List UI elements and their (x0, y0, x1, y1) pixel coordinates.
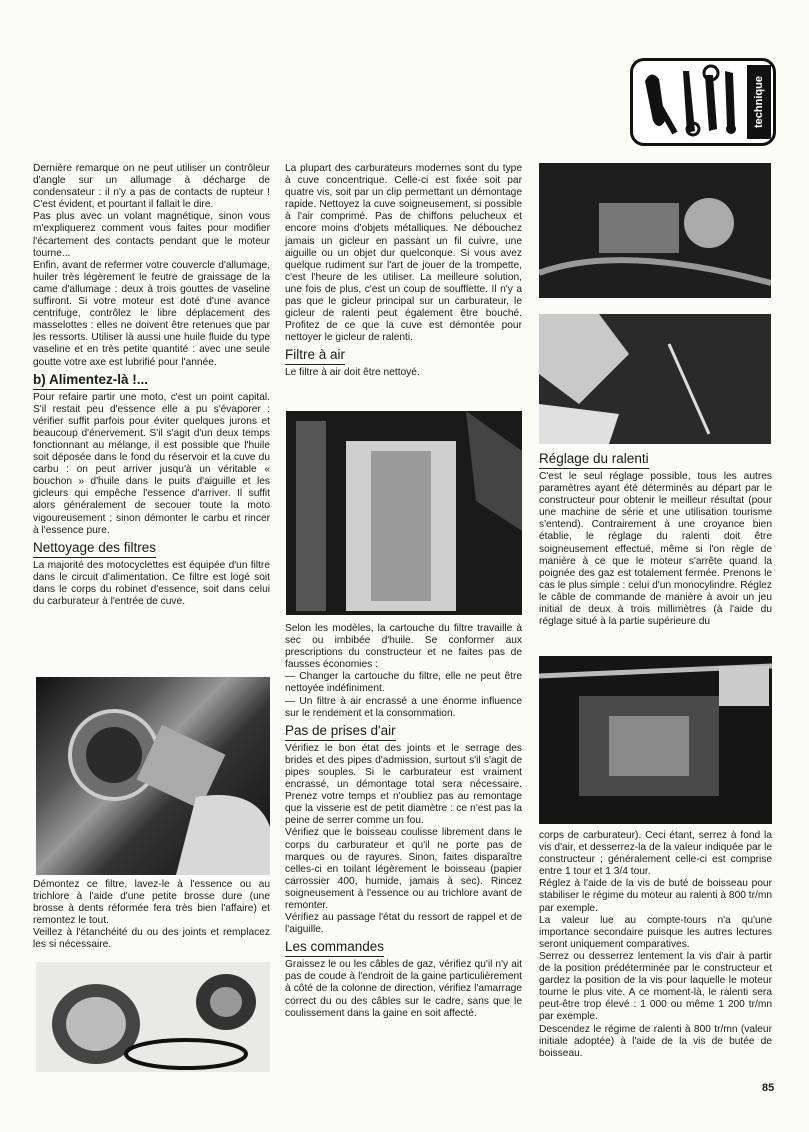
column-1 (33, 163, 270, 608)
col1-paragraph: Démontez ce filtre, lavez-le à l'essence ou au trichlore à l'aide d'une petite brosse dure (une brosse à dents réformée fera très bien l'affaire) et remontez le tout. (33, 879, 270, 927)
col3-paragraph: corps de carburateur). Ceci étant, serrez à fond la vis d'air, et desserrez-la de la valeur indiquée par le constructeur ; généralement celle-ci est comprise entre 1 tour et 1 3/4 tour. (539, 830, 772, 878)
heading-prises-air: Pas de prises d'air (285, 723, 396, 741)
col3-paragraph: C'est le seul réglage possible, tous les autres paramètres ayant été déterminés au départ par le constructeur pour obtenir le meilleur résultat (pour une machine de série et une utilisation tourisme s'entend). Contrairement à une croyance bien établie, le réglage du ralenti doit être soigneusement effectué, même si l'on règle de manière à ce que le moteur s'arrête quand la poignée des gaz est totalement fermée. Prenons le cas le plus simple : celui d'un monocylindre. Réglez le câble de commande de manière à avoir un jeu initial de deux à trois millimètres (à l'aide du réglage situé à la partie supérieure du (539, 471, 772, 628)
col3-paragraph: Descendez le régime de ralenti à 800 tr/mn (valeur initiale adoptée) à l'aide de la vis de butée de boisseau. (539, 1023, 772, 1059)
col1-paragraph: Dernière remarque on ne peut utiliser un contrôleur d'angle sur un allumage à décharge de condensateur : il n'y a pas de contacts de rupteur ! C'est évident, et pourtant il fallait le dire. (33, 163, 270, 211)
heading-nettoyage: Nettoyage des filtres (33, 540, 156, 558)
column-1-bottom (33, 879, 270, 952)
photo-filter-cleaning (36, 677, 270, 875)
col2-paragraph: — Changer la cartouche du filtre, elle ne peut être nettoyée indéfiniment. (285, 671, 522, 695)
badge-label: technique (747, 65, 771, 139)
page-number: 85 (762, 1082, 775, 1094)
col2-paragraph: Le filtre à air doit être nettoyé. (285, 367, 420, 379)
heading-reglage-ralenti: Réglage du ralenti (539, 451, 649, 469)
tools-icon (637, 61, 747, 141)
col1-paragraph: La majorité des motocyclettes est équipée d'un filtre dans le circuit d'alimentation. Ce filtre est logé soit dans le corps du robinet d'essence, soit dans celui du carburateur à l'entrée de cuve. (33, 559, 270, 607)
col3-paragraph: La valeur lue au compte-tours n'a qu'une importance secondaire puisque les autres lectures seront uniquement comparatives. (539, 914, 772, 950)
heading-filtre-air: Filtre à air (285, 347, 345, 365)
column-2-lower (285, 623, 522, 1020)
col1-paragraph: Veillez à l'étanchéité du ou des joints et remplacez les si nécessaire. (33, 927, 270, 951)
col2-paragraph: Selon les modèles, la cartouche du filtre travaille à sec ou imbibée d'huile. Se conformer aux prescriptions du constructeur et ne faites pas de fausses économies : (285, 623, 522, 671)
column-2 (285, 163, 522, 380)
col1-paragraph: Pour refaire partir une moto, c'est un point capital. S'il restait peu d'essence elle a pu s'évaporer : vérifier suffit parfois pour éviter quelques jurons et beaucoup d'énervement. S'il s'agit d'un deux temps fonctionnant au mélange, il est possible que l'huile soit déposée dans le fond du réservoir et la cuve du carbu : on peut arriver jusqu'à un véritable « bouchon » d'huile dans le puits d'aiguille et les gicleurs qui empêche l'essence d'arriver. Il suffit alors généralement de secouer toute la moto vigoureusement ; sinon démonter le carbu et rincer à l'essence pure. (33, 391, 270, 536)
col2-paragraph: — Un filtre à air encrassé a une énorme influence sur le rendement et la consommation. (285, 695, 522, 719)
col2-paragraph: Vérifiez le bon état des joints et le serrage des brides et des pipes d'admission, surtout s'il s'agit de pipes souples. Si le carburateur est vraiment encrassé, un démontage total sera nécessaire. Prenez votre temps et n'oubliez pas au remontage que la visserie est de petit diamètre : ce n'est pas la peine de serrer comme un fou. (285, 742, 522, 827)
photo-air-filter (286, 411, 522, 615)
photo-carburetor-adjust (539, 163, 771, 298)
column-3-lower (539, 830, 772, 1060)
photo-filter-parts (36, 962, 270, 1072)
col3-paragraph: Réglez à l'aide de la vis de buté de boisseau pour stabiliser le régime du moteur au ralenti à 800 tr/mn par exemple. (539, 878, 772, 914)
col2-paragraph: Vérifiez au passage l'état du ressort de rappel et de l'aiguille. (285, 912, 522, 936)
col2-paragraph: Vérifiez que le boisseau coulisse librement dans le corps du carburateur et qu'il ne porte pas de marques ou de rayures. Sinon, faites disparaître celles-ci en toilant légèrement le boisseau (papier carrossier 400, humide, jamais à sec). Rincez soigneusement à l'essence ou au trichlore avant de remonter. (285, 827, 522, 911)
col1-paragraph: Enfin, avant de refermer votre couvercle d'allumage, huiler très légèrement le feutre de graissage de la came d'allumage : deux à trois gouttes de vaseline suffiront. Si votre moteur est doté d'une avance centrifuge, contrôlez le libre déplacement des masselottes : elles ne doivent être retenues que par les ressorts. Utiliser là aussi une huile fluide du type vaseline et en très petite quantité : avec une seule goutte votre axe est lubrifié pour l'année. (33, 259, 270, 368)
col2-paragraph: Graissez le ou les câbles de gaz, vérifiez qu'il n'y ait pas de coude à l'endroit de la gaine particulièrement à côté de la colonne de direction, vérifiez l'amarrage correct du ou des câbles sur le cadre, sans que le coulissement dans la gaine en soit affecté. (285, 959, 522, 1019)
technique-badge (630, 58, 776, 146)
col3-paragraph: Serrez ou desserrez lentement la vis d'air à partir de la position prédéterminée par le constructeur et gardez la position de la vis pour laquelle le moteur tourne le plus vite. A ce moment-là, le ralenti sera peut-être trop élevé : 1 000 ou même 1 200 tr/mn par exemple. (539, 950, 772, 1023)
heading-commandes: Les commandes (285, 939, 384, 957)
photo-hands-tools (539, 314, 771, 444)
heading-alimentez: b) Alimentez-là !... (33, 372, 148, 390)
col2-paragraph: La plupart des carburateurs modernes sont du type à cuve concentrique. Celle-ci est fixée soit par quatre vis, soit par un clip permettant un démontage rapide. Nettoyez la cuve soigneusement, si possible à l'air comprimé. Pas de chiffons pelucheux et encore moins d'objets métalliques. Ne débouchez jamais un gicleur en passant un fil cuivre, une aiguille ou un objet dur quelconque. Si vous avez quelque rudiment sur l'art de jouer de la trompette, c'est l'heure de les utiliser. La meilleure solution, une fois de plus, c'est un coup de soufflette. Il n'y a pas que le gicleur principal sur un carburateur, le gicleur de ralenti peut également être bouché. Profitez de ce que la cuve est démontée pour nettoyer le gicleur de ralenti. (285, 163, 522, 344)
column-3 (539, 448, 772, 628)
col1-paragraph: Pas plus avec un volant magnétique, sinon vous m'expliquerez comment vous faites pour modifier l'écartement des contacts pendant que le moteur tourne... (33, 211, 270, 259)
photo-motorcycle-engine (539, 656, 772, 824)
